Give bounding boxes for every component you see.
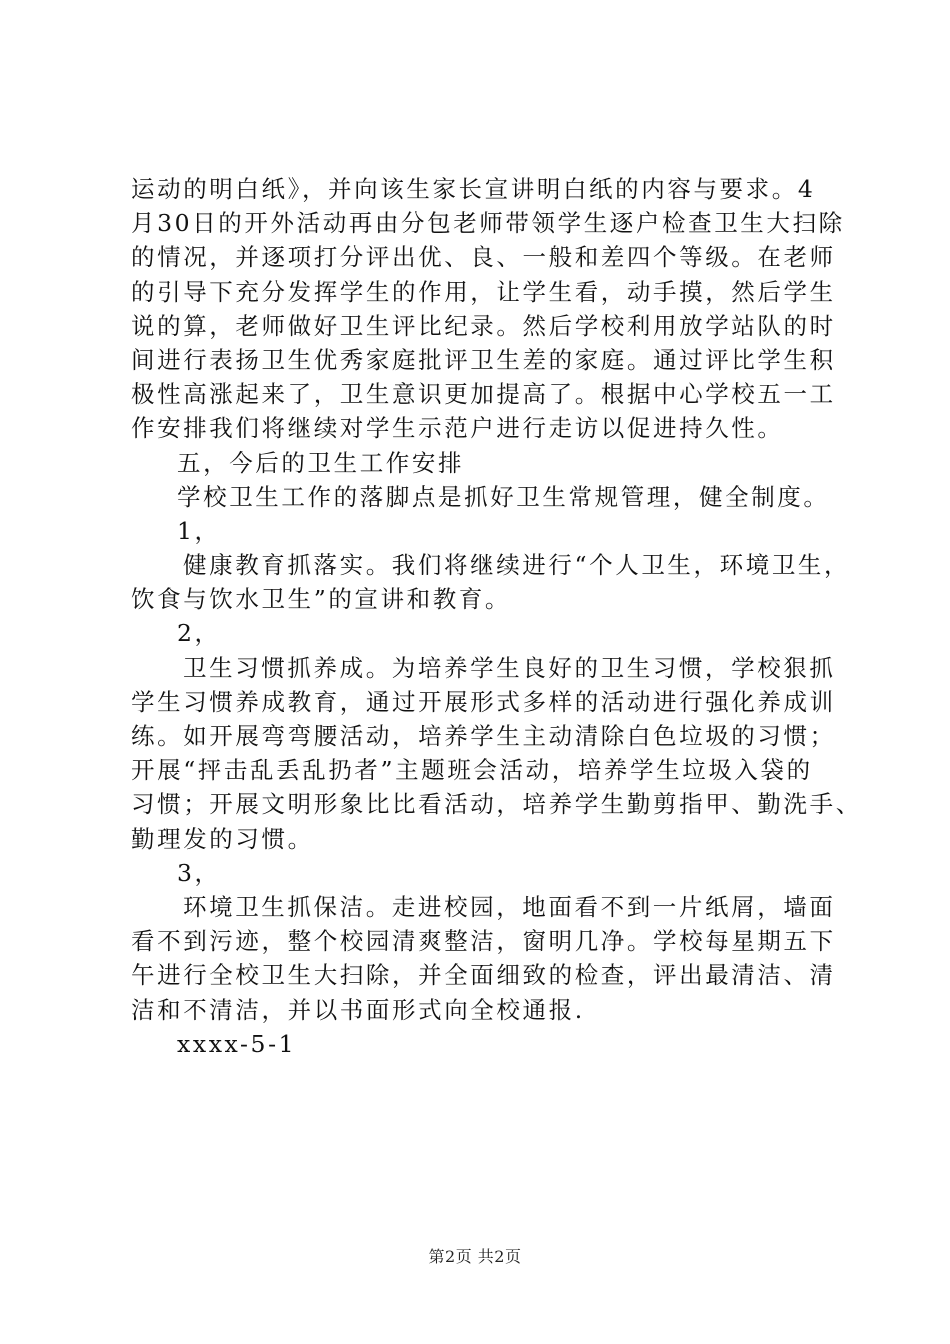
list-number: 1， bbox=[177, 516, 221, 545]
paragraph-line: 作安排我们将继续对学生示范户进行走访以促进持久性。 bbox=[131, 414, 784, 443]
paragraph-line: 极性高涨起来了，卫生意识更加提高了。根据中心学校五一工 bbox=[131, 380, 836, 409]
paragraph-line: 看不到污迹，整个校园清爽整洁，窗明几净。学校每星期五下 bbox=[131, 927, 836, 956]
paragraph-line: 说的算，老师做好卫生评比纪录。然后学校利用放学站队的时 bbox=[131, 311, 836, 340]
list-number: 3， bbox=[177, 858, 221, 887]
paragraph-line: 卫生习惯抓养成。为培养学生良好的卫生习惯，学校狠抓 bbox=[183, 653, 836, 682]
paragraph-line: 月30日的开外活动再由分包老师带领学生逐户检查卫生大扫除 bbox=[131, 209, 845, 238]
paragraph-line: 运动的明白纸》，并向该生家长宣讲明白纸的内容与要求。4 bbox=[131, 175, 816, 203]
paragraph-line: 学校卫生工作的落脚点是抓好卫生常规管理，健全制度。 bbox=[177, 482, 830, 511]
paragraph-line: 环境卫生抓保洁。走进校园，地面看不到一片纸屑，墙面 bbox=[183, 892, 836, 921]
document-date: xxxx-5-1 bbox=[177, 1029, 297, 1058]
paragraph-line: 间进行表扬卫生优秀家庭批评卫生差的家庭。通过评比学生积 bbox=[131, 345, 836, 374]
paragraph-line: 习惯；开展文明形象比比看活动，培养学生勤剪指甲、勤洗手、 bbox=[131, 790, 862, 819]
paragraph-line: 洁和不清洁，并以书面形式向全校通报. bbox=[131, 995, 585, 1024]
document-body bbox=[131, 172, 862, 1061]
paragraph-line: 健康教育抓落实。我们将继续进行“个人卫生，环境卫生， bbox=[183, 551, 851, 580]
paragraph-line: 的情况，并逐项打分评出优、良、一般和差四个等级。在老师 bbox=[131, 243, 836, 272]
paragraph-line: 练。如开展弯弯腰活动，培养学生主动清除白色垃圾的习惯； bbox=[131, 722, 836, 750]
paragraph-line: 饮食与饮水卫生”的宣讲和教育。 bbox=[131, 585, 512, 614]
paragraph-line: 午进行全校卫生大扫除，并全面细致的检查，评出最清洁、清 bbox=[131, 961, 836, 990]
paragraph-line: 学生习惯养成教育，通过开展形式多样的活动进行强化养成训 bbox=[131, 687, 836, 716]
section-heading: 五，今后的卫生工作安排 bbox=[177, 448, 465, 477]
paragraph-line: 开展“抨击乱丢乱扔者”主题班会活动，培养学生垃圾入袋的 bbox=[131, 756, 813, 785]
page-footer: 第2页 共2页 bbox=[428, 1247, 522, 1266]
paragraph-line: 勤理发的习惯。 bbox=[131, 824, 314, 853]
paragraph-line: 的引导下充分发挥学生的作用，让学生看，动手摸，然后学生 bbox=[131, 277, 836, 306]
list-number: 2， bbox=[177, 619, 221, 648]
